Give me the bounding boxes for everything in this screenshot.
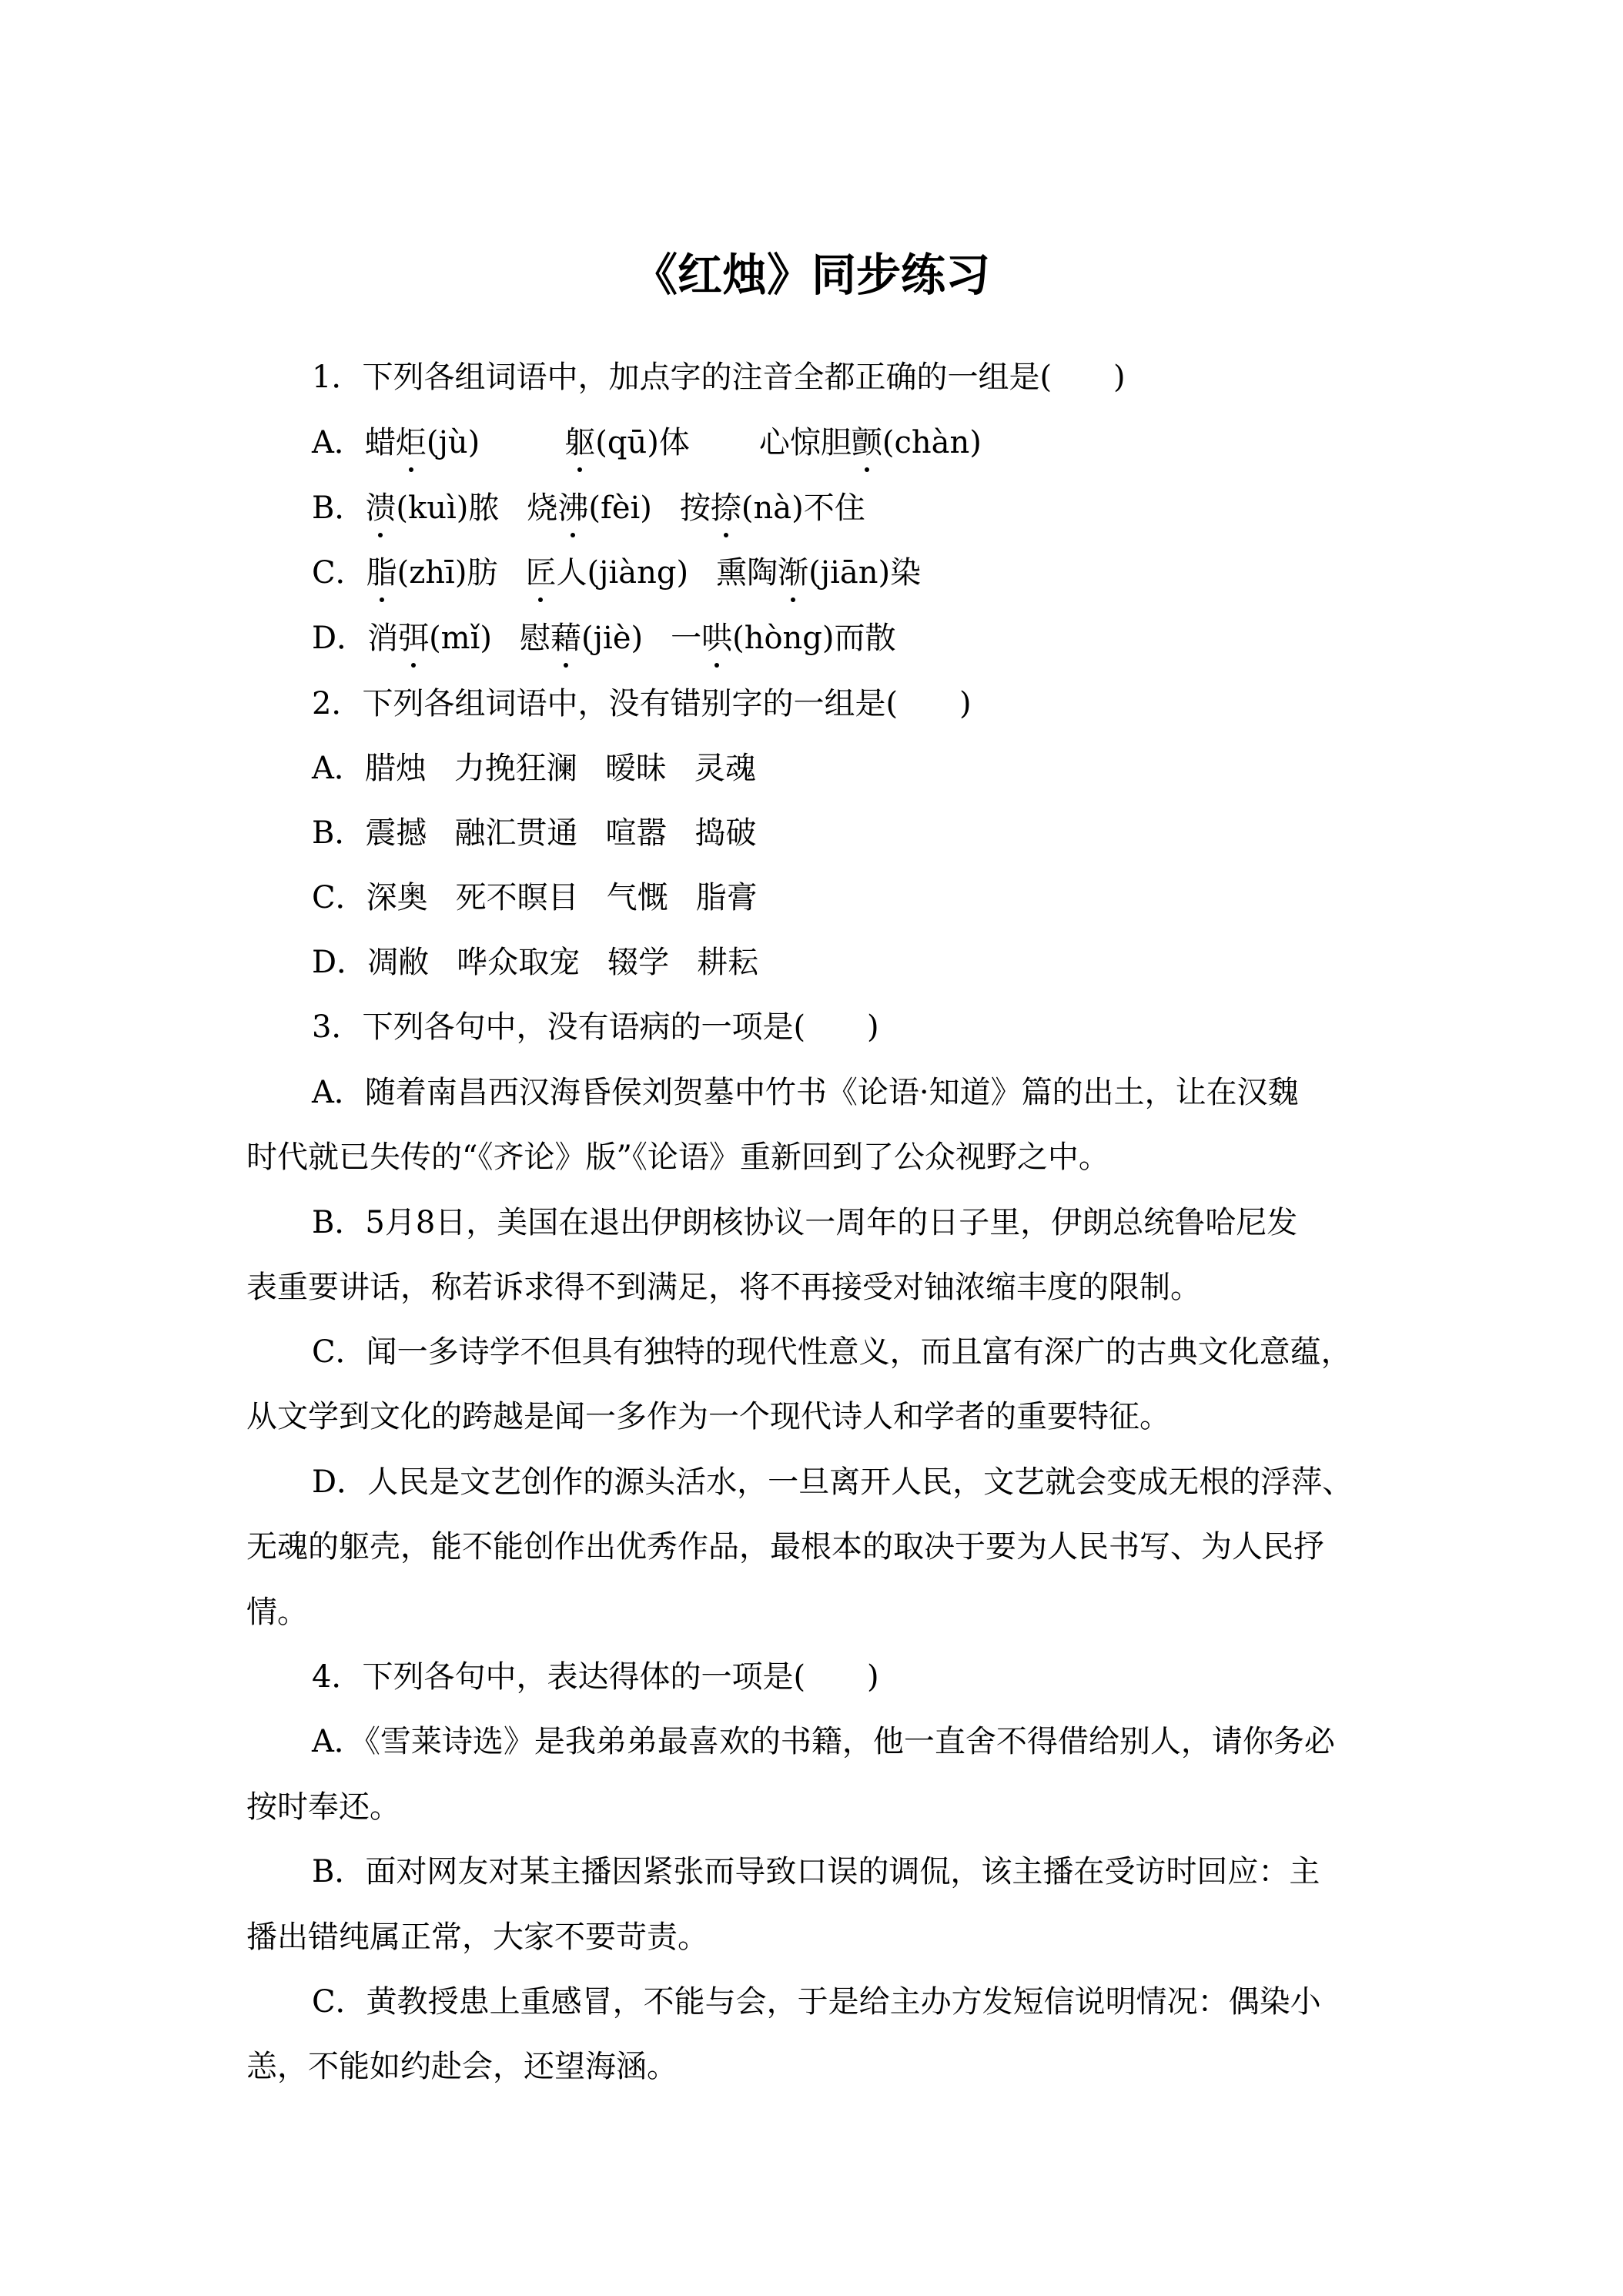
word-group: 一哄(hòng)而散: [671, 617, 895, 660]
q3-option-d-line-1: D．人民是文艺创作的源头活水，一旦离开人民，文艺就会变成无根的浮萍、: [312, 1464, 1354, 1500]
question-3-stem: 3．下列各句中，没有语病的一项是( ): [312, 1009, 879, 1045]
emphasis-dot-char: 溃: [365, 487, 396, 530]
q2-option-a: A．腊烛 力挽狂澜 暧昧 灵魂: [312, 751, 756, 786]
q3-option-a-line-1: A．随着南昌西汉海昏侯刘贺墓中竹书《论语·知道》篇的出土，让在汉魏: [312, 1075, 1299, 1110]
q2-option-c: C．深奥 死不瞑目 气慨 脂膏: [312, 880, 758, 915]
dotted-char: 躯(qū)体: [564, 421, 690, 464]
word-group: 匠人(jiàng): [525, 551, 688, 594]
q3-option-d-line-2: 无魂的躯壳，能不能创作出优秀作品，最根本的取决于要为人民书写、为人民抒: [246, 1529, 1324, 1565]
q3-option-d-line-3: 情。: [246, 1595, 308, 1630]
word-group: 烧沸(fèi): [527, 487, 651, 530]
q1-option-c: C．脂(zhī)肪 匠人(jiàng) 熏陶渐(jiān)染: [312, 551, 1386, 594]
word-group: 熏陶渐(jiān)染: [716, 551, 921, 594]
q4-option-c-line-2: 恙，不能如约赴会，还望海涵。: [246, 2049, 678, 2084]
question-4-stem: 4．下列各句中，表达得体的一项是( ): [312, 1659, 879, 1695]
question-2-stem: 2．下列各组词语中，没有错别字的一组是( ): [312, 686, 972, 721]
q4-option-a-line-1: A．《雪莱诗选》是我弟弟最喜欢的书籍，他一直舍不得借给别人，请你务必: [312, 1724, 1335, 1759]
q1-option-b: B．溃(kuì)脓 烧沸(fèi) 按捺(nà)不住: [312, 487, 1386, 530]
q3-option-b-line-2: 表重要讲话，称若诉求得不到满足，将不再接受对铀浓缩丰度的限制。: [246, 1270, 1201, 1305]
q3-option-c-line-1: C．闻一多诗学不但具有独特的现代性意义，而且富有深广的古典文化意蕴，: [312, 1334, 1352, 1370]
question-1-stem: 1．下列各组词语中，加点字的注音全都正确的一组是( ): [312, 360, 1126, 395]
page-title: 《红烛》同步练习: [632, 249, 990, 301]
q4-option-a-line-2: 按时奉还。: [246, 1789, 400, 1825]
q2-option-b: B．震撼 融汇贯通 喧嚣 捣破: [312, 815, 757, 851]
q4-option-b-line-1: B．面对网友对某主播因紧张而导致口误的调侃，该主播在受访时回应：主: [312, 1854, 1320, 1889]
q4-option-b-line-2: 播出错纯属正常，大家不要苛责。: [246, 1919, 708, 1955]
emphasis-dot-char: 脂: [366, 551, 397, 594]
q3-option-c-line-2: 从文学到文化的跨越是闻一多作为一个现代诗人和学者的重要特征。: [246, 1399, 1170, 1434]
q1-option-a: A．蜡炬(jù) 躯(qū)体 心惊胆颤(chàn): [312, 421, 1386, 464]
q1-option-d: D．消弭(mǐ) 慰藉(jiè) 一哄(hòng)而散: [312, 617, 1386, 660]
q2-option-d: D．凋敝 哗众取宠 辍学 耕耘: [312, 945, 759, 980]
q3-option-b-line-1: B．5月8日，美国在退出伊朗核协议一周年的日子里，伊朗总统鲁哈尼发: [312, 1205, 1298, 1240]
word-group: 心惊胆颤(chàn): [759, 421, 982, 464]
word-group: 按捺(nà)不住: [680, 487, 865, 530]
word-group: 慰藉(jiè): [520, 617, 643, 660]
emphasis-dot-char: 炬: [396, 421, 427, 464]
emphasis-dot-char: 弭: [398, 617, 429, 660]
q3-option-a-line-2: 时代就已失传的“《齐论》版”《论语》重新回到了公众视野之中。: [246, 1140, 1109, 1175]
q4-option-c-line-1: C．黄教授患上重感冒，不能与会，于是给主办方发短信说明情况：偶染小: [312, 1984, 1321, 2020]
